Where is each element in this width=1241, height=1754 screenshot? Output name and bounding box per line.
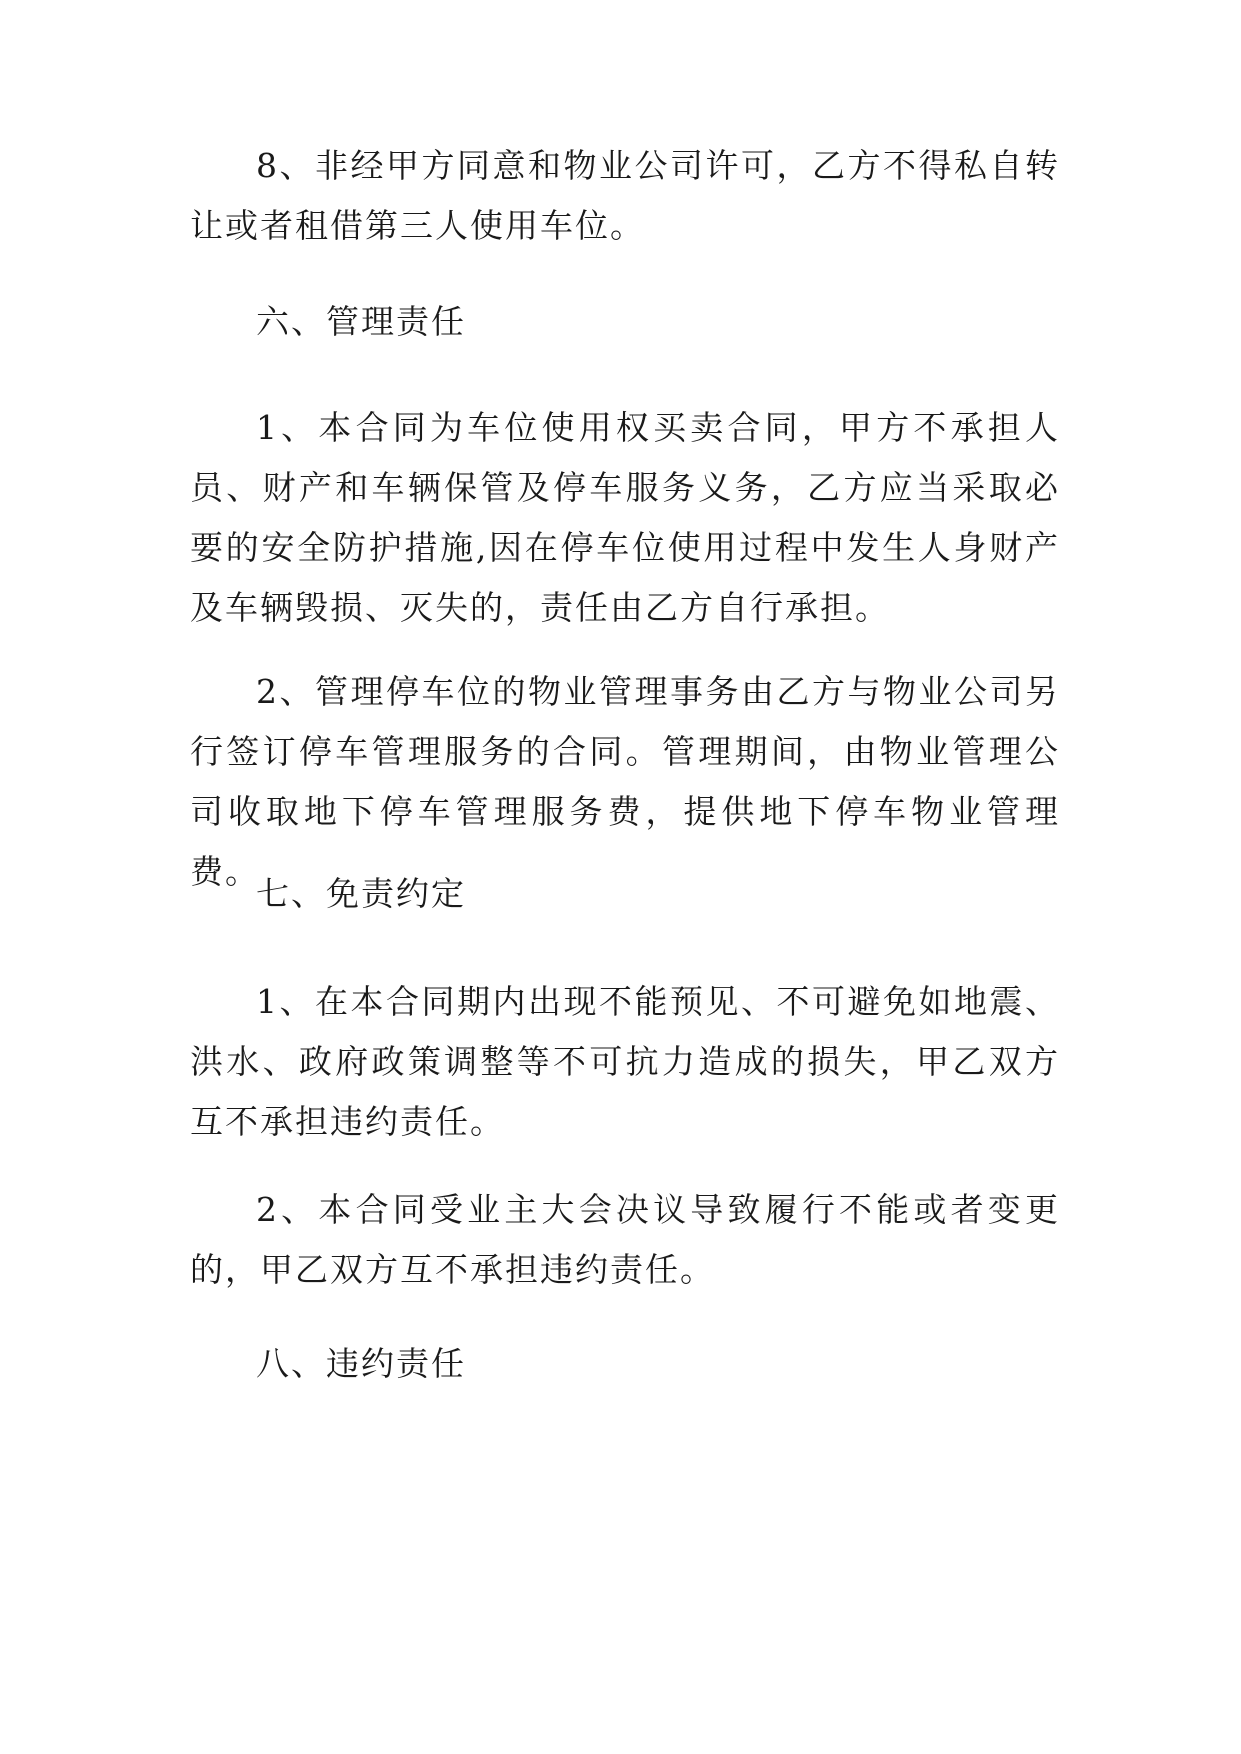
- section-7-heading: 七、免责约定: [256, 874, 466, 913]
- section-6-heading: 六、管理责任: [256, 302, 466, 341]
- section-6-clause-2-paragraph: 2、管理停车位的物业管理事务由乙方与物业公司另行签订停车管理服务的合同。管理期间，由物业管理公司收取地下停车管理服务费，提供地下停车物业管理费。: [190, 672, 1060, 891]
- clause-8-paragraph: 8、非经甲方同意和物业公司许可，乙方不得私自转让或者租借第三人使用车位。: [190, 146, 1060, 245]
- section-7-clause-1-paragraph: 1、在本合同期内出现不能预见、不可避免如地震、洪水、政府政策调整等不可抗力造成的损失，甲乙双方互不承担违约责任。: [190, 982, 1060, 1141]
- section-6-clause-1-paragraph: 1、本合同为车位使用权买卖合同，甲方不承担人员、财产和车辆保管及停车服务义务，乙方应当采取必要的安全防护措施,因在停车位使用过程中发生人身财产及车辆毁损、灭失的，责任由乙方自行承担。: [190, 408, 1060, 627]
- section-8-heading: 八、违约责任: [256, 1344, 466, 1383]
- section-7-clause-2-paragraph: 2、本合同受业主大会决议导致履行不能或者变更的，甲乙双方互不承担违约责任。: [190, 1190, 1060, 1289]
